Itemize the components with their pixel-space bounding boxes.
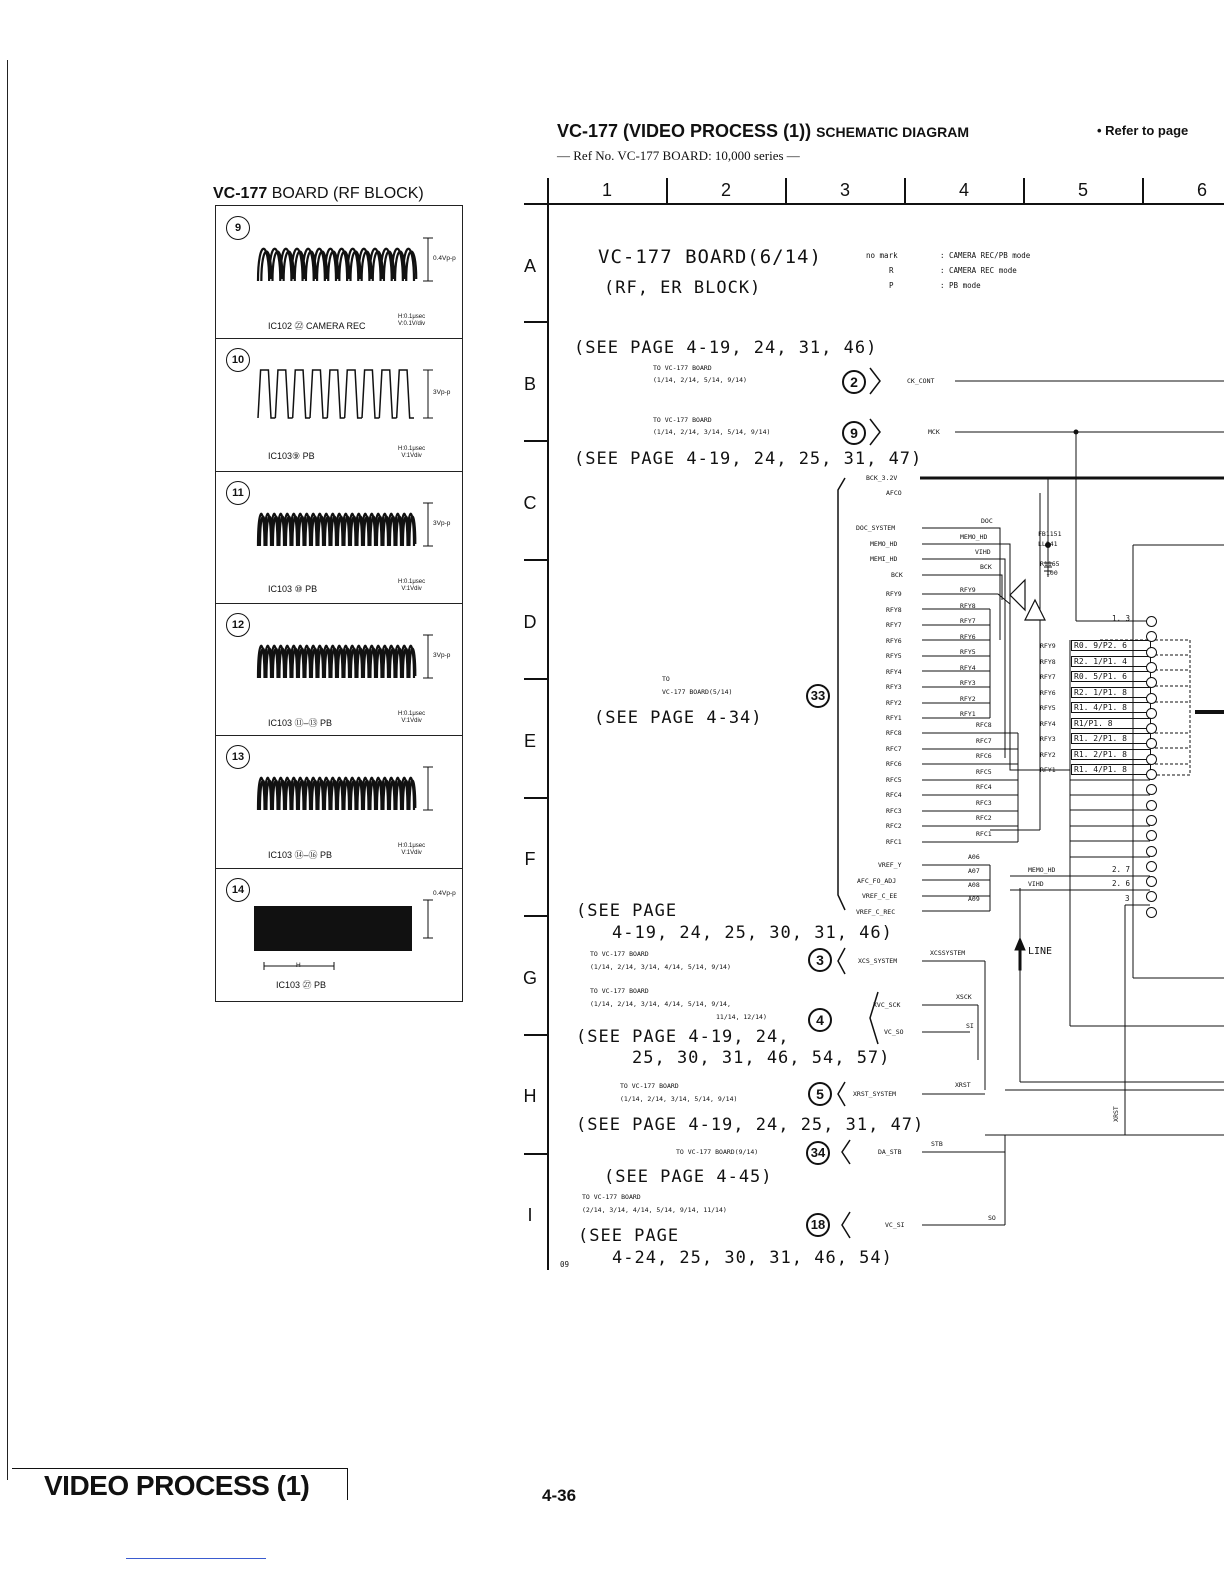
see-page-g1: (SEE PAGE 4-19, 24, (576, 1027, 790, 1047)
rfc-in-label: RFC6 (886, 760, 902, 768)
see-page-f1: (SEE PAGE (576, 901, 678, 921)
pin-marker (1146, 693, 1157, 704)
sig-vc-so: VC_SO (884, 1028, 904, 1036)
to-3-line1: TO VC-177 BOARD (590, 950, 649, 958)
out-xrst: XRST (955, 1081, 971, 1089)
footer-section: VIDEO PROCESS (1) (44, 1470, 310, 1501)
sig-doc-system: DOC_SYSTEM (856, 524, 896, 532)
legend-desc-0: : CAMERA REC/PB mode (940, 251, 1031, 260)
out-memo-hd: MEMO_HD (960, 533, 988, 541)
waveform-timebase: H:0.1μsec V:1Vdiv (398, 843, 426, 856)
sig-memo-hd: MEMO_HD (870, 540, 898, 548)
to-2-line1: TO VC-177 BOARD (653, 364, 712, 372)
corner-code: 09 (560, 1260, 570, 1269)
see-page-f2: 4-19, 24, 25, 30, 31, 46) (612, 923, 893, 943)
pin-signal: RFY9 (1040, 642, 1056, 650)
see-page-i1: (SEE PAGE (578, 1226, 680, 1246)
vihd-label: VIHD (1028, 880, 1044, 888)
pin-voltage: R1. 4/P1. 8 (1071, 702, 1151, 713)
connector-2: 2 (842, 370, 866, 394)
row-c: C (523, 493, 537, 513)
rfy-in-label: RFY8 (886, 605, 902, 614)
row-e: E (523, 731, 536, 751)
rfy-out-label: RFY6 (960, 632, 976, 641)
rfc-in-label: RFC3 (886, 806, 902, 815)
rfy-in-label: RFY5 (886, 652, 902, 660)
legend-desc-1: : CAMERA REC mode (940, 266, 1017, 275)
waveform-timebase: H:0.1μsec V:1Vdiv (398, 579, 426, 592)
to-9-line1: TO VC-177 BOARD (653, 416, 712, 424)
rfy-in-label: RFY1 (886, 714, 902, 722)
sig-vc-si: VC_SI (885, 1221, 905, 1229)
waveform-caption: IC103 ⑪–⑬ PB (268, 718, 333, 728)
waveform-number: 11 (226, 481, 250, 505)
to-5-line1: TO VC-177 BOARD (620, 1082, 679, 1090)
waveform-caption: IC102 ㉒ CAMERA REC (268, 321, 366, 331)
schematic-block-title: (RF, ER BLOCK) (604, 278, 762, 298)
rfy-out-label: RFY7 (960, 617, 976, 625)
pin-signal: RFY2 (1040, 750, 1056, 759)
rfy-in-label: RFY6 (886, 636, 902, 645)
pin-marker (1146, 616, 1157, 627)
pin-signal: RFY1 (1040, 766, 1056, 774)
out-so: SO (988, 1214, 996, 1222)
to-9-line2: (1/14, 2/14, 3/14, 5/14, 9/14) (653, 428, 771, 436)
to-4-line2: (1/14, 2/14, 3/14, 4/14, 5/14, 9/14, (590, 1000, 731, 1008)
rfy-in-label: RFY3 (886, 683, 902, 691)
waveform-caption: IC103⑨ PB (268, 451, 315, 461)
sig-xcs-system: XCS_SYSTEM (858, 957, 898, 965)
col-5: 5 (1077, 180, 1088, 200)
v-three: 3 (1125, 894, 1130, 903)
rfc-out-label: RFC4 (976, 783, 992, 791)
pin-marker (1146, 800, 1157, 811)
see-page-b2: (SEE PAGE 4-19, 24, 25, 31, 47) (574, 449, 923, 469)
schematic-board-title: VC-177 BOARD(6/14) (598, 246, 822, 268)
refer-note: • Refer to page (1097, 123, 1189, 138)
legend-mark-1: R (889, 266, 894, 275)
rfc-in-label: RFC4 (886, 791, 902, 799)
row-g: G (522, 968, 537, 988)
to-34-line1: TO VC-177 BOARD(9/14) (676, 1148, 759, 1156)
afc-in-label: VREF_C_EE (862, 892, 898, 900)
pin-voltage: R1. 4/P1. 8 (1071, 764, 1151, 775)
out-doc: DOC (981, 517, 993, 525)
memo-hd-label: MEMO_HD (1028, 866, 1056, 874)
pin-signal: RFY4 (1040, 719, 1056, 728)
rfc-in-label: RFC7 (886, 744, 902, 753)
pin-marker (1146, 861, 1157, 872)
pin-marker (1146, 708, 1157, 719)
waveform-amplitude: 3Vp-p (433, 389, 451, 396)
pin-voltage: R1/P1. 8 (1071, 718, 1151, 729)
rfy-out-label: RFY2 (960, 694, 976, 703)
see-page-g2: 25, 30, 31, 46, 54, 57) (632, 1048, 891, 1068)
pin-voltage: R1. 2/P1. 8 (1071, 749, 1151, 760)
to-18-line2: (2/14, 3/14, 4/14, 5/14, 9/14, 11/14) (582, 1206, 727, 1214)
waveform-number: 10 (226, 348, 250, 372)
to-33-line1: TO (662, 675, 670, 683)
rfc-out-label: RFC2 (976, 814, 992, 822)
rfc-in-label: RFC5 (886, 775, 902, 784)
rfy-out-label: RFY3 (960, 679, 976, 687)
rfy-in-label: RFY7 (886, 621, 902, 629)
pin-voltage: R1. 2/P1. 8 (1071, 733, 1151, 744)
sig-afco: AFCO (886, 489, 902, 497)
r-value: 100 (1046, 569, 1058, 577)
rfy-out-label: RFY9 (960, 586, 976, 594)
out-si: SI (966, 1022, 974, 1030)
rfc-out-label: RFC7 (976, 736, 992, 745)
waveform-caption: IC103 ⑭–⑯ PB (268, 850, 333, 860)
waveform-h-label: H (296, 962, 301, 969)
waveform-timebase: H:0.1μsec V:1Vdiv (398, 711, 426, 724)
ll-label: LL241 (1038, 540, 1058, 548)
waveform-number: 13 (226, 745, 250, 769)
rfy-out-label: RFY1 (960, 710, 976, 718)
fb-label: FB1151 (1038, 530, 1062, 538)
sig-bck-3v: BCK_3.2V (866, 474, 898, 482)
col-4: 4 (958, 180, 969, 200)
rfc-out-label: RFC3 (976, 798, 992, 807)
see-page-e: (SEE PAGE 4-34) (594, 708, 763, 728)
waveform-number: 14 (226, 878, 250, 902)
pin-voltage: R0. 5/P1. 6 (1071, 671, 1151, 682)
afc-in-label: VREF_C_REC (856, 907, 896, 916)
pin-signal: RFY6 (1040, 688, 1056, 697)
rfc-in-label: RFC1 (886, 837, 902, 846)
connector-34: 34 (806, 1141, 830, 1165)
waveform-number: 9 (226, 216, 250, 240)
legend-desc-2: : PB mode (940, 281, 981, 290)
pin-signal: RFY5 (1040, 704, 1056, 712)
pin-marker (1146, 647, 1157, 658)
rfc-in-label: RFC8 (886, 729, 902, 737)
out-xsck: XSCK (956, 993, 972, 1001)
connector-33: 33 (806, 684, 830, 708)
pin-marker (1146, 754, 1157, 765)
v-memo: 2. 7 (1112, 865, 1131, 874)
wires (920, 381, 1224, 1225)
waveform-number: 12 (226, 613, 250, 637)
col-6: 6 (1196, 180, 1207, 200)
out-vihd: VIHD (975, 548, 991, 556)
to-18-line1: TO VC-177 BOARD (582, 1193, 641, 1201)
afc-out-label: A09 (968, 895, 980, 903)
pin-marker (1146, 907, 1157, 918)
legend-mark-0: no mark (866, 251, 898, 260)
rfy-out-label: RFY8 (960, 601, 976, 610)
sig-ck-cont: CK_CONT (907, 377, 935, 385)
col-1: 1 (601, 180, 612, 200)
afc-out-label: A06 (968, 853, 980, 861)
sig-xvc-sck: XVC_SCK (873, 1001, 901, 1009)
rfc-out-label: RFC5 (976, 767, 992, 776)
waveform-timebase: H:0.1μsec V:0.1V/div (398, 314, 426, 327)
xrst-vertical: XRST (1111, 1106, 1120, 1122)
afc-in-label: VREF_Y (878, 861, 902, 869)
pin-voltage: R2. 1/P1. 8 (1071, 687, 1151, 698)
sig-xrst-system: XRST_SYSTEM (853, 1090, 897, 1098)
connector-18: 18 (806, 1213, 830, 1237)
waveform-amplitude: 3Vp-p (433, 519, 451, 527)
footer-rule (12, 1468, 348, 1469)
out-stb: STB (931, 1140, 943, 1148)
subtitle: — Ref No. VC-177 BOARD: 10,000 series — (557, 148, 800, 163)
v-vihd: 2. 6 (1112, 879, 1131, 888)
pin-signal: RFY3 (1040, 735, 1056, 743)
rfc-in-label: RFC2 (886, 822, 902, 830)
rfc-out-label: RFC1 (976, 829, 992, 838)
sig-da-stb: DA_STB (878, 1148, 902, 1156)
to-4-line3: 11/14, 12/14) (716, 1013, 767, 1021)
row-a: A (523, 256, 536, 276)
r-label: R1165 (1040, 560, 1060, 568)
rfy-out-label: RFY5 (960, 648, 976, 656)
row-i: I (527, 1205, 533, 1225)
board-title-bold: VC-177 (213, 185, 268, 202)
to-33-line2: VC-177 BOARD(5/14) (662, 688, 733, 696)
to-4-line1: TO VC-177 BOARD (590, 987, 649, 995)
v-top: 1. 3 (1112, 614, 1131, 623)
row-f: F (524, 849, 536, 869)
out-bck: BCK (980, 563, 992, 571)
pin-voltage: R2. 1/P1. 4 (1071, 656, 1151, 667)
waveform-timebase: H:0.1μsec V:1Vdiv (398, 446, 426, 459)
connector-9: 9 (842, 421, 866, 445)
see-page-b: (SEE PAGE 4-19, 24, 31, 46) (574, 338, 878, 358)
line-label: LINE (1028, 946, 1053, 957)
connector-5: 5 (808, 1082, 832, 1106)
rfc-out-label: RFC6 (976, 752, 992, 760)
row-d: D (523, 612, 537, 632)
see-page-i2: 4-24, 25, 30, 31, 46, 54) (612, 1248, 893, 1268)
row-h: H (523, 1086, 537, 1106)
sig-memi-hd: MEMI_HD (870, 555, 898, 563)
connector-4: 4 (808, 1008, 832, 1032)
waveform-amplitude: 3Vp-p (433, 651, 451, 659)
waveform-caption: IC103 ⑩ PB (268, 584, 318, 594)
legend-mark-2: P (889, 281, 894, 290)
waveform-caption: IC103 ㉗ PB (276, 980, 327, 990)
see-page-h2: (SEE PAGE 4-45) (604, 1167, 773, 1187)
pin-marker (1146, 846, 1157, 857)
rfy-in-label: RFY4 (886, 667, 902, 676)
bottom-link-rule (126, 1558, 266, 1559)
connector-3: 3 (808, 948, 832, 972)
pin-signal: RFY7 (1040, 673, 1056, 681)
rfy-out-label: RFY4 (960, 663, 976, 672)
pin-signal: RFY8 (1040, 657, 1056, 666)
row-b: B (523, 374, 536, 394)
pin-voltage: R0. 9/P2. 6 (1071, 640, 1151, 651)
out-xcssystem: XCSSYSTEM (930, 949, 966, 957)
page-number: 4-36 (542, 1486, 577, 1505)
pin-marker (1146, 815, 1157, 826)
waveform-amplitude: 0.4Vp-p (433, 890, 456, 897)
sig-bck: BCK (891, 571, 903, 579)
title-suffix: SCHEMATIC DIAGRAM (816, 124, 970, 140)
afc-out-label: A08 (968, 881, 980, 889)
afc-out-label: A07 (968, 867, 980, 875)
title-text: VC-177 (VIDEO PROCESS (1)) (557, 121, 812, 141)
col-3: 3 (839, 180, 850, 200)
waveform-amplitude: 0.4Vp-p (433, 254, 456, 262)
pin-marker (1146, 769, 1157, 780)
to-3-line2: (1/14, 2/14, 3/14, 4/14, 5/14, 9/14) (590, 963, 731, 971)
col-2: 2 (720, 180, 731, 200)
board-title-rest: BOARD (RF BLOCK) (271, 185, 424, 202)
to-5-line2: (1/14, 2/14, 3/14, 5/14, 9/14) (620, 1095, 738, 1103)
rfy-in-label: RFY9 (886, 590, 902, 598)
connector-brackets (838, 368, 880, 1238)
pin-marker (1146, 662, 1157, 673)
to-2-line2: (1/14, 2/14, 5/14, 9/14) (653, 376, 747, 384)
afc-in-label: AFC_FO_ADJ (857, 876, 897, 885)
rfc-out-label: RFC8 (976, 721, 992, 729)
sig-mck: MCK (928, 428, 940, 436)
rfy-in-label: RFY2 (886, 698, 902, 707)
footer-rule-tick (347, 1468, 348, 1500)
see-page-h: (SEE PAGE 4-19, 24, 25, 31, 47) (576, 1115, 925, 1135)
